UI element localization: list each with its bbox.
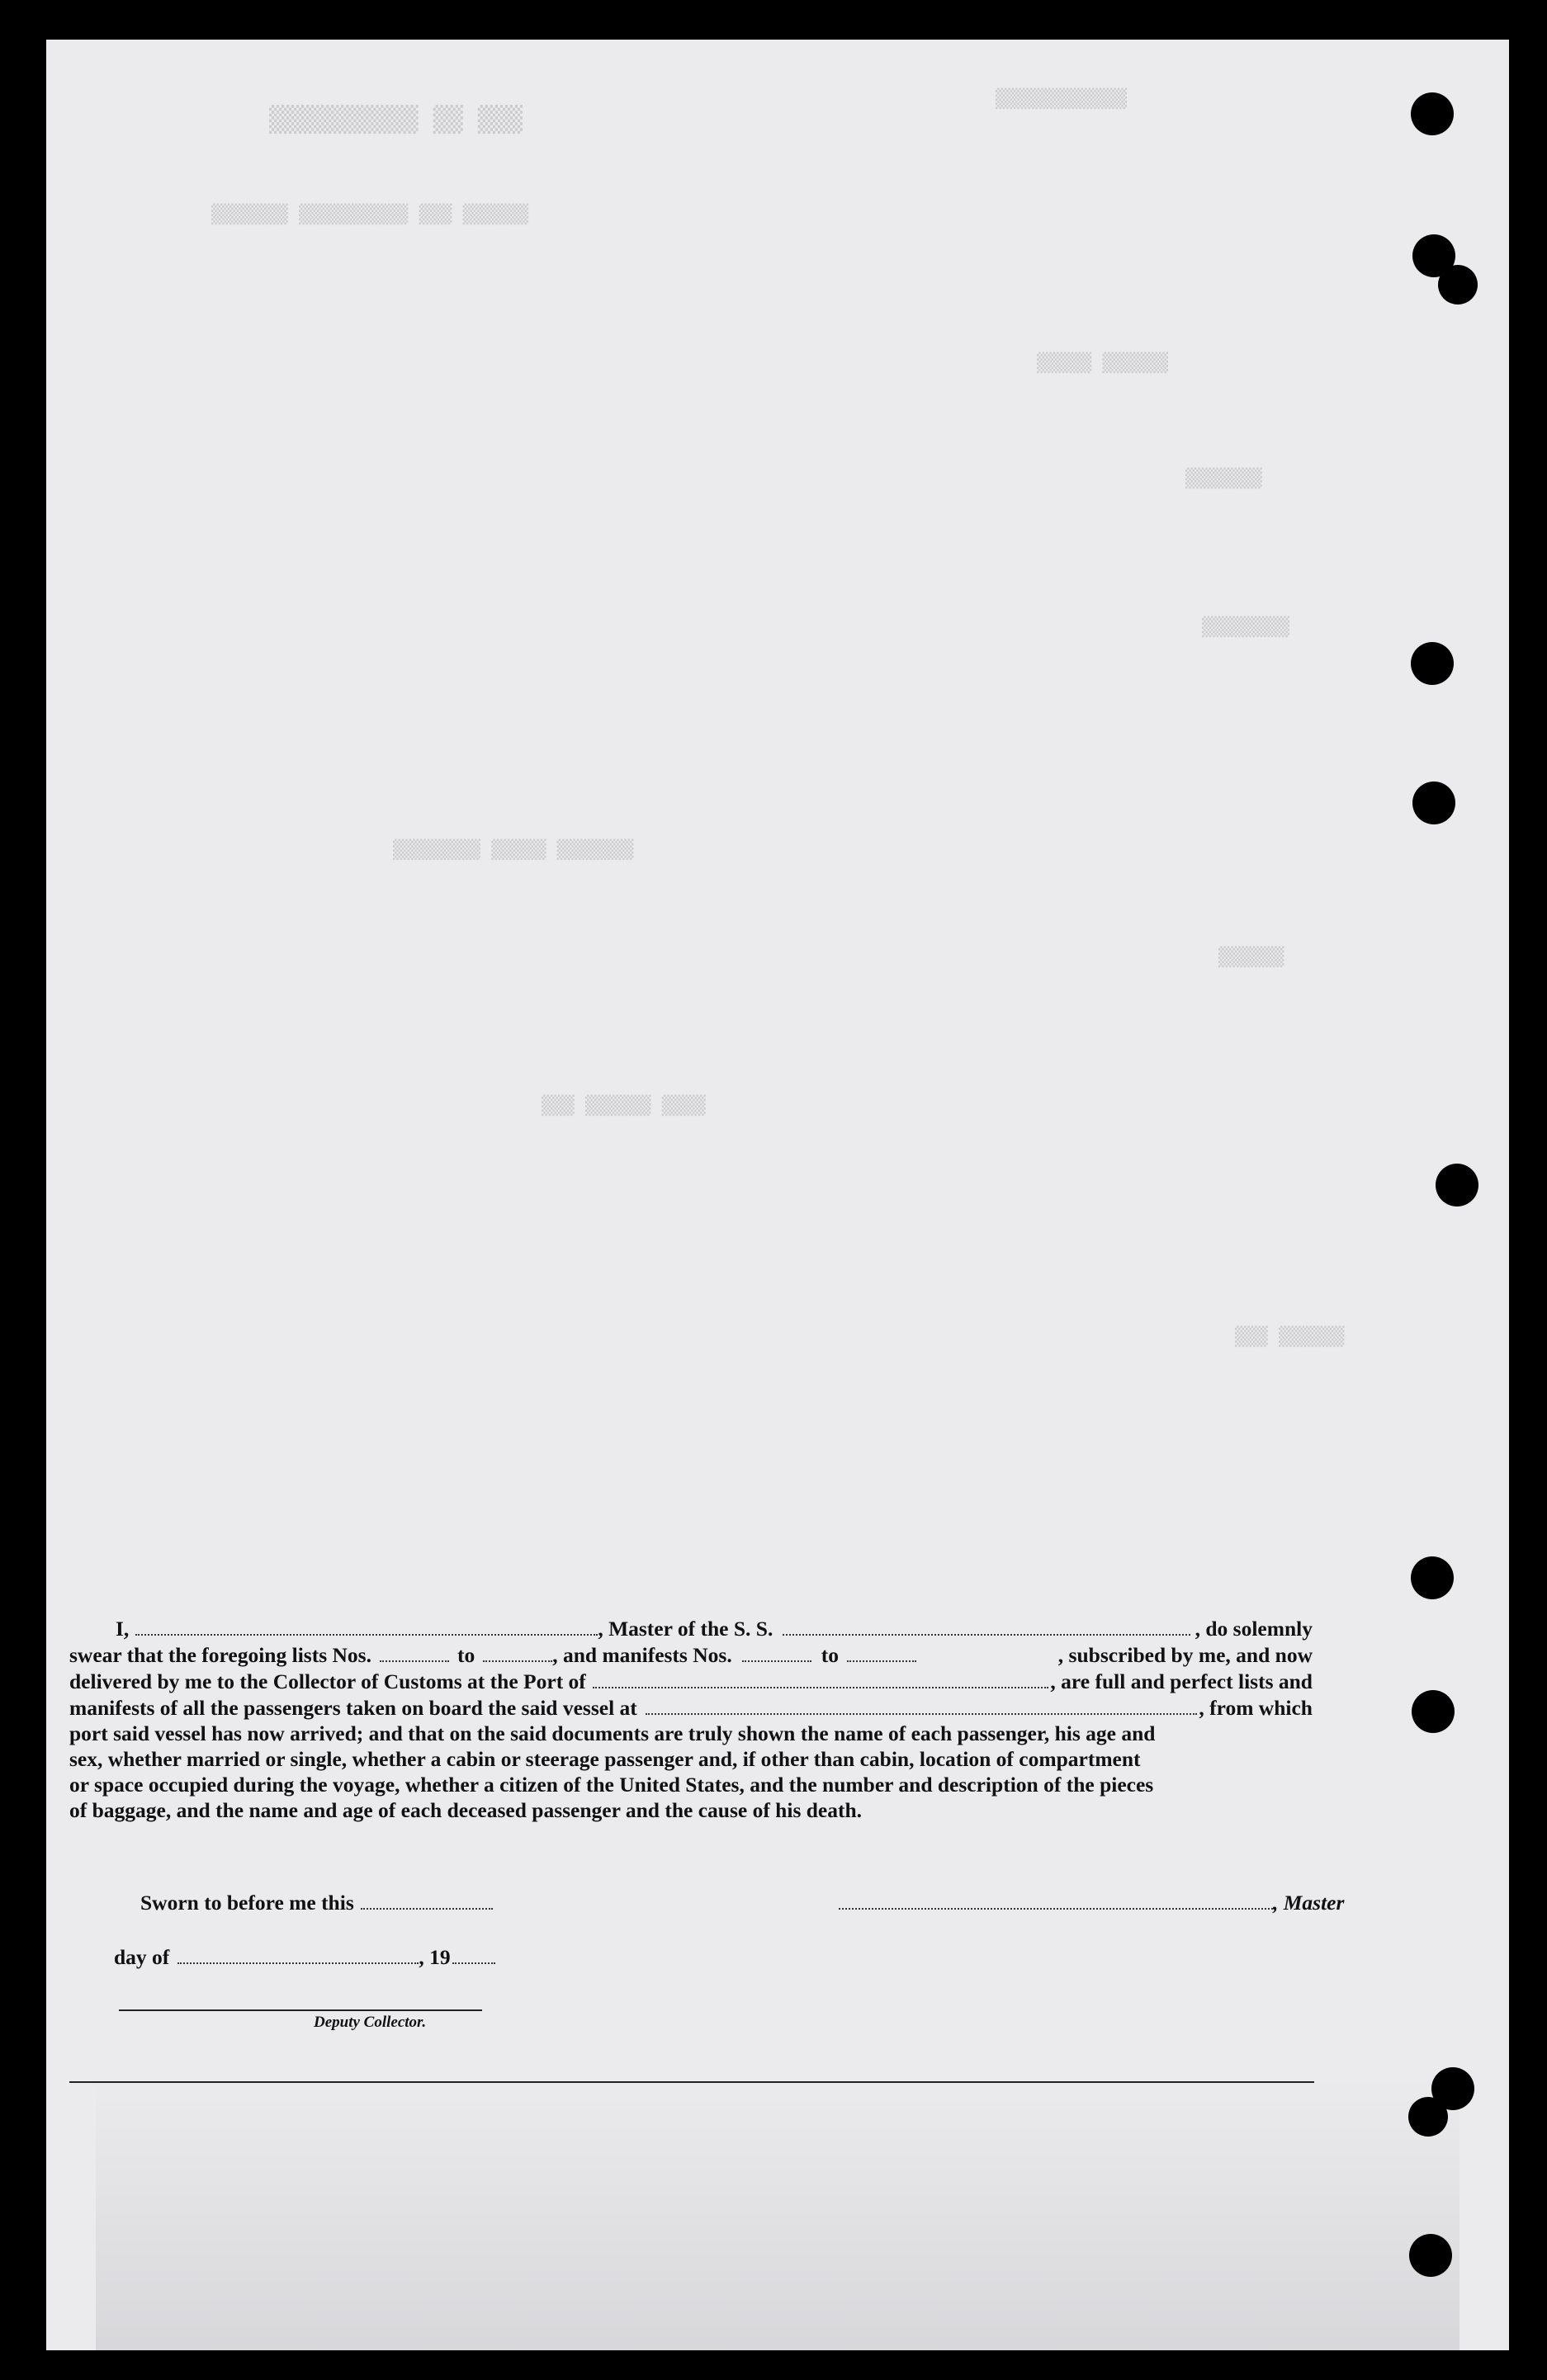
oath-text: swear that the foregoing lists Nos. [69, 1642, 371, 1667]
bleed-through-marks: ▒▒▒▒▒▒▒ ▒▒▒▒▒ ▒▒▒▒▒▒▒▒ [393, 840, 634, 861]
oath-line-1 [69, 1615, 1313, 1641]
bleed-through-marks: ▒▒▒▒▒▒▒▒ [1202, 617, 1289, 638]
month-blank [177, 1943, 419, 1964]
sworn-line [140, 1889, 493, 1915]
oath-line-3 [69, 1668, 1313, 1694]
bleed-through-marks: ▒▒▒▒ ▒▒▒▒▒▒ ▒▒▒ [542, 1096, 706, 1117]
punch-hole [1436, 1164, 1478, 1207]
deputy-signature-rule [119, 2009, 482, 2011]
punch-hole [1408, 2097, 1448, 2137]
oath-text: , subscribed by me, and now [1057, 1642, 1313, 1667]
punch-hole [1412, 782, 1455, 824]
oath-text: I, [116, 1616, 130, 1641]
lists-to-blank [483, 1641, 552, 1662]
bleed-through-marks: ▒▒▒▒▒▒ ▒▒▒▒▒ [1037, 353, 1168, 374]
manifests-from-blank [742, 1641, 811, 1662]
oath-text: to [821, 1642, 839, 1667]
oath-paragraph [69, 1615, 1313, 1823]
oath-text: delivered by me to the Collector of Customs at the Port of [69, 1669, 586, 1693]
document-sheet [46, 40, 1509, 2350]
bleed-through-marks: ▒▒▒▒▒▒ ▒▒▒ [1235, 1327, 1345, 1348]
master-name-blank [135, 1615, 598, 1636]
oath-line-7: or space occupied during the voyage, whether a citizen of the United States, and the number and description of the pieces [69, 1772, 1154, 1797]
sworn-label: Sworn to before me this [140, 1890, 354, 1915]
oath-text: , from which [1199, 1695, 1313, 1720]
oath-text: , and manifests Nos. [552, 1642, 732, 1667]
deputy-collector-label: Deputy Collector. [314, 2014, 427, 2031]
day-of-line [114, 1943, 495, 1970]
ship-name-blank [783, 1615, 1190, 1636]
oath-text: , do solemnly [1195, 1616, 1313, 1641]
oath-line-8: of baggage, and the name and age of each deceased passenger and the cause of his death. [69, 1797, 863, 1822]
port-blank [593, 1668, 1049, 1688]
oath-line-2 [69, 1641, 1313, 1668]
manifests-to-blank [847, 1641, 916, 1662]
punch-hole [1411, 1556, 1454, 1599]
bleed-through-marks: ▒▒▒ ▒▒ ▒▒▒▒▒▒▒▒▒▒ [269, 106, 523, 135]
oath-line-4 [69, 1694, 1313, 1721]
departure-port-blank [646, 1694, 1198, 1715]
oath-line-5: port said vessel has now arrived; and that on the said documents are truly shown the name of each passenger, his age and [69, 1721, 1156, 1745]
bleed-through-marks: ▒▒▒▒▒▒ ▒▒▒ ▒▒▒▒▒▒▒▒▒▒ ▒▒▒▒▒▒▒ [211, 205, 529, 225]
sworn-date-blank [361, 1889, 493, 1910]
bottom-rule [69, 2081, 1314, 2083]
lists-from-blank [380, 1641, 449, 1662]
oath-text: manifests of all the passengers taken on board the said vessel at [69, 1695, 637, 1720]
punch-hole [1412, 1690, 1455, 1733]
punch-hole [1438, 265, 1478, 305]
master-label: , Master [1273, 1890, 1345, 1915]
oath-line-6: sex, whether married or single, whether a cabin or steerage passenger and, if other than cabin, location of compartment [69, 1746, 1141, 1771]
bleed-through-marks: ▒▒▒▒▒▒ [1218, 947, 1284, 968]
year-label: , 19 [419, 1944, 451, 1969]
day-of-label: day of [114, 1944, 170, 1969]
paper-shading [96, 2078, 1459, 2350]
oath-text: to [457, 1642, 475, 1667]
punch-hole [1411, 92, 1454, 135]
punch-hole [1409, 2234, 1452, 2277]
master-signature-blank [839, 1889, 1273, 1910]
oath-text: , Master of the S. S. [598, 1616, 774, 1641]
punch-hole [1411, 642, 1454, 685]
master-signature-line [839, 1889, 1344, 1915]
year-blank [452, 1943, 495, 1964]
bleed-through-marks: ▒▒▒▒▒▒▒ [1185, 469, 1262, 489]
oath-text: , are full and perfect lists and [1050, 1669, 1313, 1693]
bleed-through-marks: ▒▒▒▒▒▒▒▒▒▒▒▒ [996, 89, 1127, 110]
